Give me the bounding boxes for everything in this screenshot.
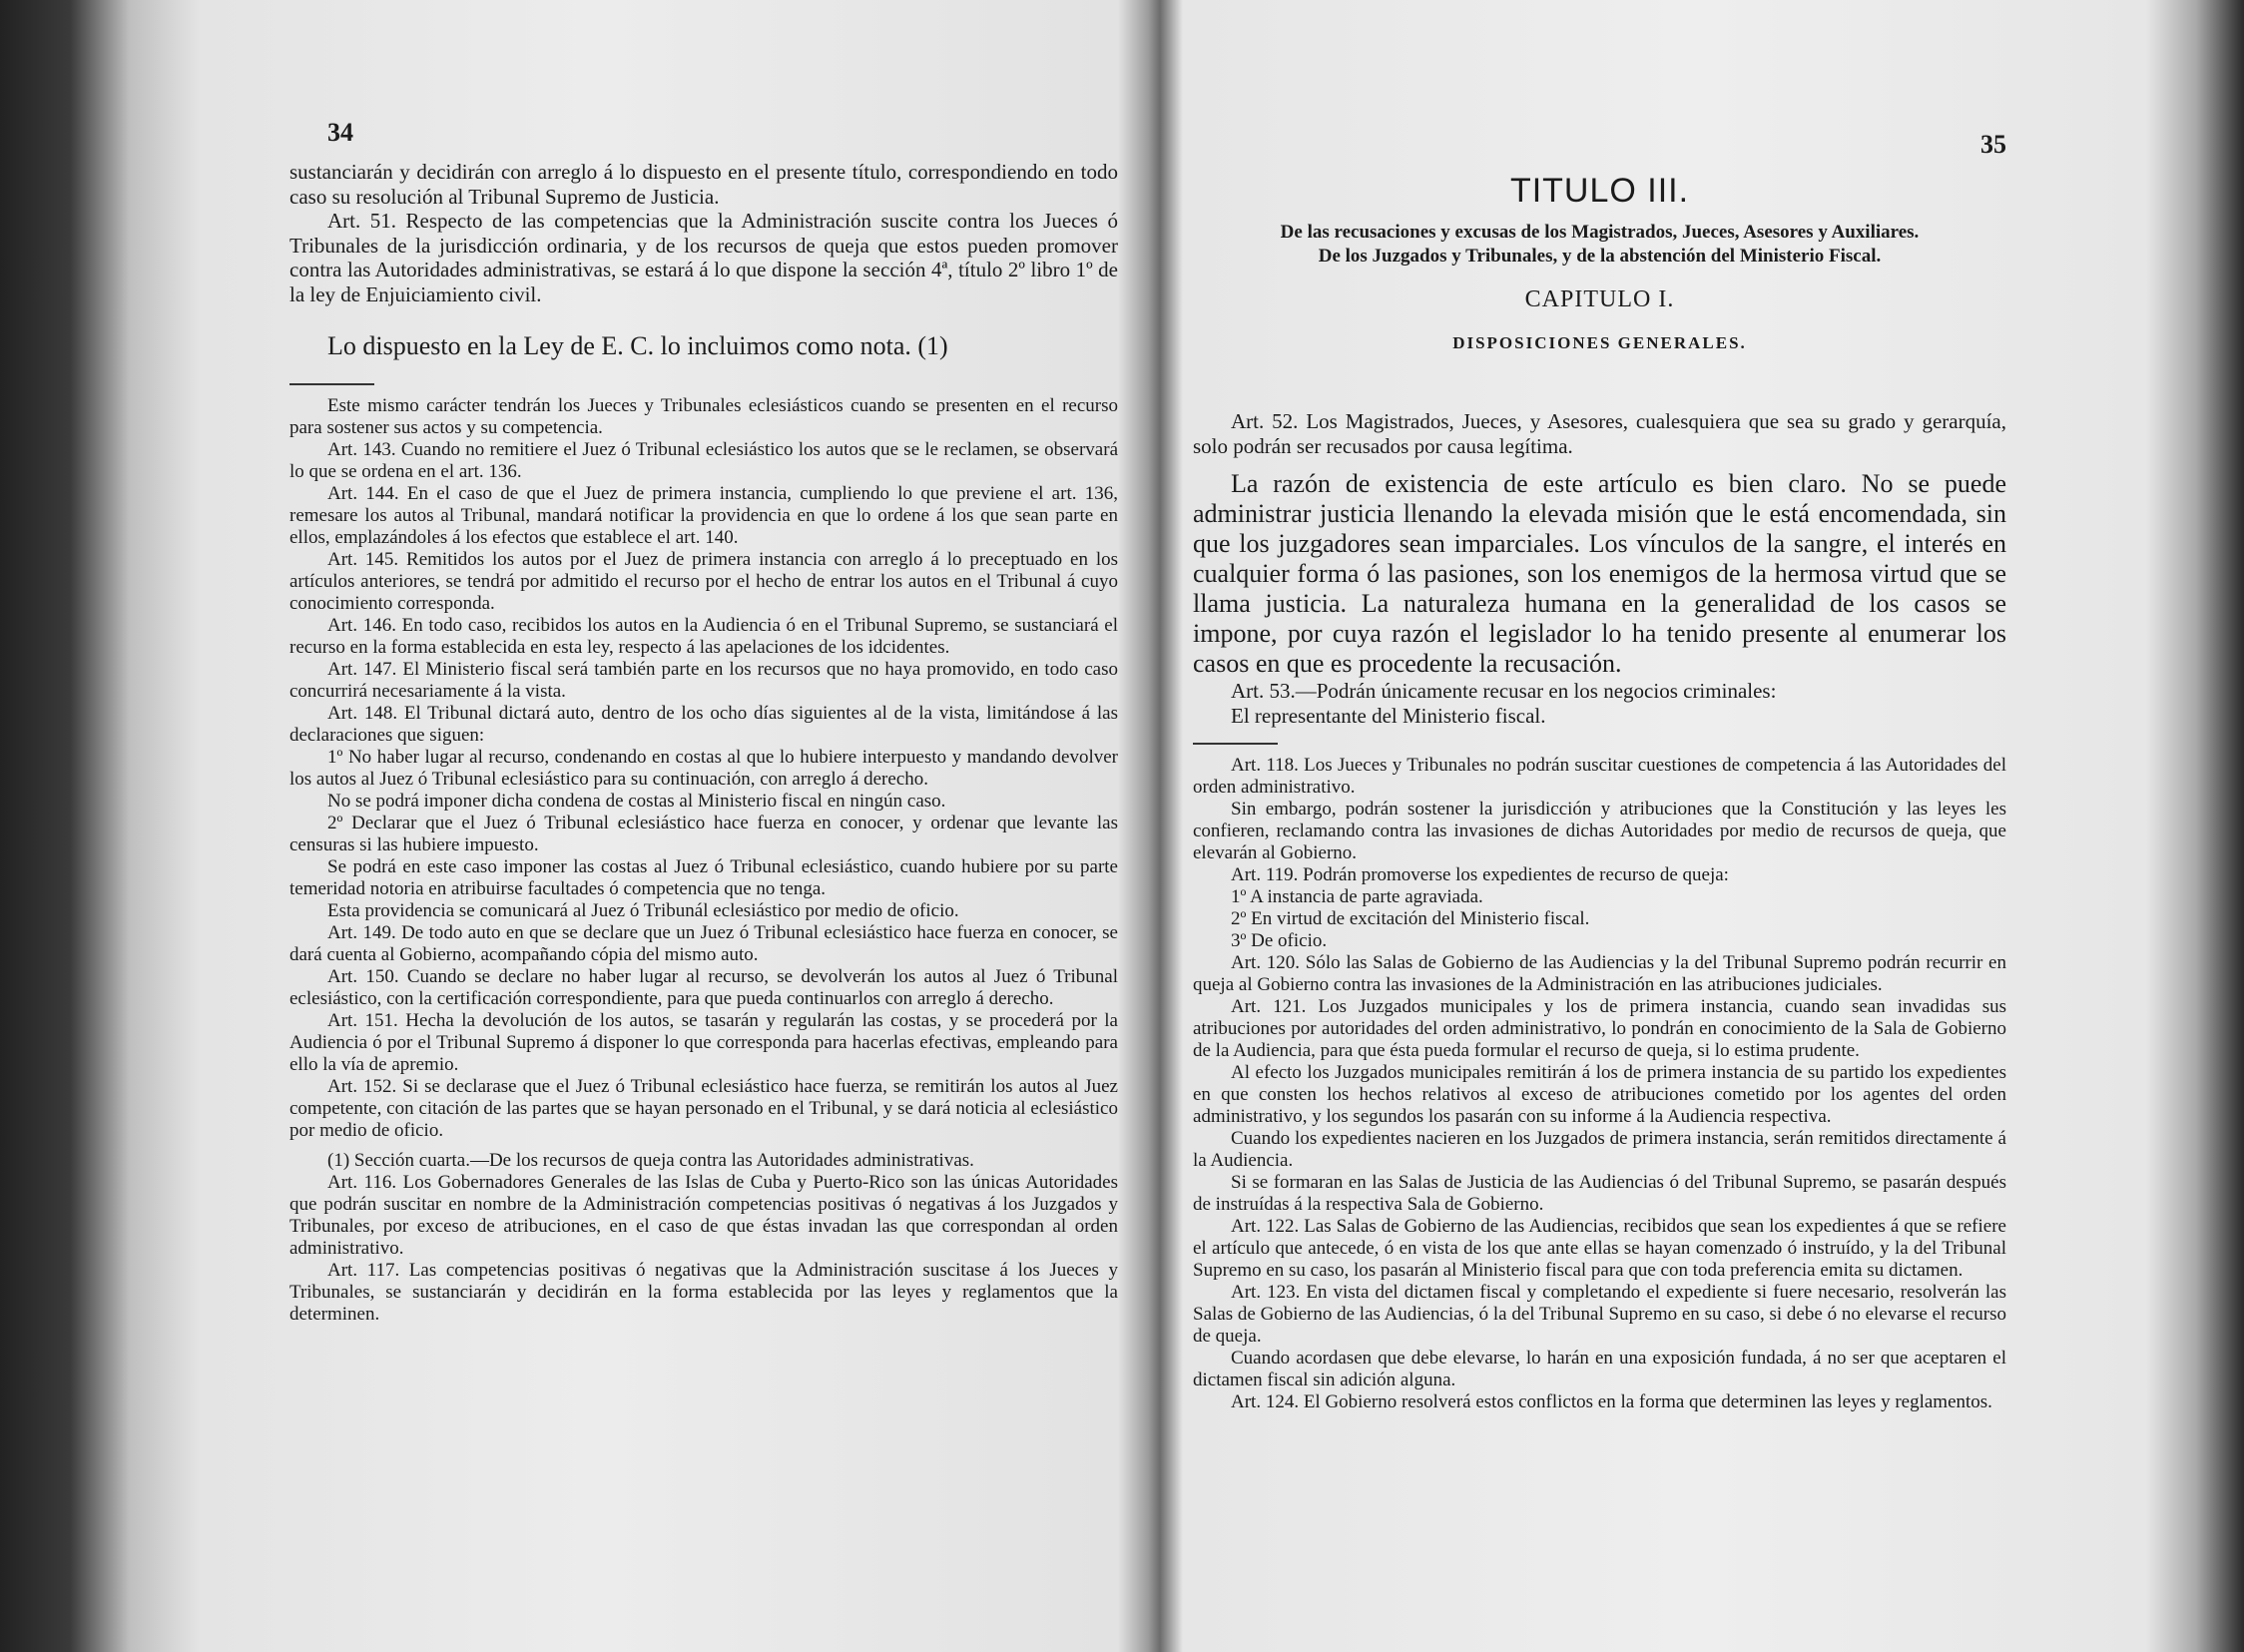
- paragraph: Art. 143. Cuando no remitiere el Juez ó Tribunal eclesiástico los autos que se le reclamen, se observará lo que se ordena en el art. 136.: [289, 439, 1118, 482]
- art53: [1193, 679, 2006, 728]
- page-number-right: 35: [1980, 130, 2006, 159]
- paragraph: Se podrá en este caso imponer las costas al Juez ó Tribunal eclesiástico, cuando hubiere por su parte temeridad notoria en atribuirse facultades ó competencia que no tenga.: [289, 856, 1118, 899]
- paragraph: sustanciarán y decidirán con arreglo á lo dispuesto en el presente título, correspondiendo en todo caso su resolución al Tribunal Supremo de Justicia.: [289, 160, 1118, 209]
- paragraph: Si se formaran en las Salas de Justicia de las Audiencias ó del Tribunal Supremo, se pasarán después de instruídas á la respectiva Sala de Gobierno.: [1193, 1172, 2006, 1215]
- section-heading: DISPOSICIONES GENERALES.: [1452, 333, 1747, 352]
- paragraph: Art. 149. De todo auto en que se declare que un Juez ó Tribunal eclesiástico hace fuerza en conocer, se dará cuenta al Gobierno, acompañando cópia del mismo auto.: [289, 922, 1118, 965]
- paragraph: Art. 152. Si se declarase que el Juez ó Tribunal eclesiástico hace fuerza, se remitirán los autos al Juez competente, con citación de las partes que se hayan personado en el Tribunal, y se dará noticia al eclesiástico por medio de oficio.: [289, 1076, 1118, 1141]
- paragraph: Art. 121. Los Juzgados municipales y los de primera instancia, cuando sean invadidas sus atribuciones por autoridades del orden administrativo, lo pondrán en conocimiento de la Sala de Gobierno de la Audiencia, para que ésta pueda formular el recurso de queja, si lo estima prudente.: [1193, 996, 2006, 1061]
- right-page: [1193, 0, 2006, 1652]
- paragraph: Art. 122. Las Salas de Gobierno de las Audiencias, recibidos que sean los expedientes á que se refiere el artículo que antecede, ó en vista de los que ante ellas se hayan comenzado ó instruído, y la del Tribunal Supremo en su caso, los pasarán al Ministerio fiscal para que con toda preferencia emita su dictamen.: [1193, 1216, 2006, 1281]
- paragraph: Art. 123. En vista del dictamen fiscal y completando el expediente si fuere necesario, resolverán las Salas de Gobierno de las Audiencias, ó la del Tribunal Supremo en su caso, si debe ó no elevarse el recurso de queja.: [1193, 1282, 2006, 1347]
- left-top-text: [289, 160, 1118, 306]
- paragraph: Art. 145. Remitidos los autos por el Juez de primera instancia con arreglo á lo preceptuado en los artículos anteriores, se tendrá por admitido el recurso por el hecho de entrar los autos en el Tribunal á cuyo conocimiento corresponda.: [289, 549, 1118, 614]
- paragraph: Art. 53.—Podrán únicamente recusar en los negocios criminales:: [1231, 679, 1777, 703]
- paragraph: 3º De oficio.: [1231, 930, 1328, 951]
- capitulo: CAPITULO I.: [1524, 286, 1675, 312]
- divider: [289, 383, 374, 385]
- paragraph: Cuando acordasen que debe elevarse, lo harán en una exposición fundada, á no ser que aceptaren el dictamen fiscal sin adición alguna.: [1193, 1348, 2006, 1390]
- paragraph: Art. 120. Sólo las Salas de Gobierno de las Audiencias y la del Tribunal Supremo podrán recurrir en queja al Gobierno contra las invasiones de la Administración en las atribuciones judiciales.: [1193, 952, 2006, 995]
- page-number-left: 34: [327, 118, 353, 147]
- divider: [1193, 743, 1278, 745]
- paragraph: Art. 151. Hecha la devolución de los autos, se tasarán y regularán las costas, y se procederá por la Audiencia ó por el Tribunal Supremo á disponer lo que corresponda para hacerlas efectivas, empleando para ello la vía de apremio.: [289, 1010, 1118, 1075]
- subtitle: De los Juzgados y Tribunales, y de la abstención del Ministerio Fiscal.: [1318, 246, 1882, 267]
- paragraph: (1) Sección cuarta.—De los recursos de queja contra las Autoridades administrativas.: [327, 1150, 974, 1171]
- paragraph: 2º Declarar que el Juez ó Tribunal eclesiástico hace fuerza en conocer, y ordenar que levante las censuras si las hubiere impuesto.: [289, 813, 1118, 855]
- paragraph: Art. 117. Las competencias positivas ó negativas que la Administración suscitase á los Jueces y Tribunales, se sustanciarán y decidirán en la forma establecida por las leyes y reglamentos que la determinen.: [289, 1260, 1118, 1325]
- paragraph: Art. 124. El Gobierno resolverá estos conflictos en la forma que determinen las leyes y reglamentos.: [1231, 1391, 1992, 1412]
- paragraph: Art. 147. El Ministerio fiscal será también parte en los recursos que no haya promovido, en todo caso concurrirá necesariamente á la vista.: [289, 659, 1118, 702]
- footnote: [289, 1150, 1118, 1326]
- paragraph: Art. 146. En todo caso, recibidos los autos en la Audiencia ó en el Tribunal Supremo, se sustanciará el recurso en la forma establecida en esta ley, respecto á las apelaciones de los idcidentes.: [289, 615, 1118, 658]
- paragraph: Art. 148. El Tribunal dictará auto, dentro de los ocho días siguientes al de la vista, limitándose á las declaraciones que siguen:: [289, 703, 1118, 746]
- paragraph: Cuando los expedientes nacieren en los Juzgados de primera instancia, serán remitidos directamente á la Audiencia.: [1193, 1128, 2006, 1171]
- paragraph: Art. 51. Respecto de las competencias que la Administración suscite contra los Jueces ó Tribunales de la jurisdicción ordinaria, y de los recursos de queja que estos pueden promover contra las Autoridades administrativas, se estará á lo que dispone la sección 4ª, título 2º libro 1º de la ley de Enjuiciamiento civil.: [289, 209, 1118, 306]
- right-small-text: [1193, 737, 2006, 1413]
- art52: [1193, 409, 2006, 458]
- subtitle: De las recusaciones y excusas de los Magistrados, Jueces, Asesores y Auxiliares.: [1280, 222, 1920, 243]
- paragraph: 1º A instancia de parte agraviada.: [1231, 886, 1483, 907]
- paragraph: El representante del Ministerio fiscal.: [1231, 703, 1546, 728]
- paragraph: Art. 52. Los Magistrados, Jueces, y Asesores, cualesquiera que sea su grado y gerarquía, solo podrán ser recusados por causa legítima.: [1193, 409, 2006, 458]
- paragraph: Al efecto los Juzgados municipales remitirán á los de primera instancia de su partido los expedientes en que consten los hechos relativos al exceso de atribuciones cometido por los agentes del orden administrativo, y los segundos los pasarán con su informe á la Audiencia respectiva.: [1193, 1062, 2006, 1127]
- paragraph: Sin embargo, podrán sostener la jurisdicción y atribuciones que la Constitución y las leyes les confieren, reclamando contra las invasiones de dichas Autoridades por medio de recursos de queja, que elevarán al Gobierno.: [1193, 799, 2006, 863]
- paragraph: Esta providencia se comunicará al Juez ó Tribunál eclesiástico por medio de oficio.: [327, 900, 959, 921]
- title-block: [1193, 172, 2006, 353]
- paragraph: Art. 144. En el caso de que el Juez de primera instancia, cumpliendo lo que previene el art. 136, remesare los autos al Tribunal, mandará notificar la providencia en que lo ordene á los que sean parte en ellos, emplazándoles á los efectos que establece el art. 140.: [289, 483, 1118, 548]
- commentary: [1193, 469, 2006, 679]
- paragraph: 2º En virtud de excitación del Ministerio fiscal.: [1231, 908, 1590, 929]
- paragraph: La razón de existencia de este artículo es bien claro. No se puede administrar justicia llenando la elevada misión que le está encomendada, sin que los juzgadores sean imparciales. Los vínculos de la sangre, el interés en cualquier forma ó las pasiones, son los enemigos de la hermosa virtud que se llama justicia. La naturaleza humana en la generalidad de los casos se impone, por cuya razón el legislador lo ha tenido presente al enumerar los casos en que es procedente la recusación.: [1193, 469, 2006, 678]
- paragraph: Art. 118. Los Jueces y Tribunales no podrán suscitar cuestiones de competencia á las Autoridades del orden administrativo.: [1193, 755, 2006, 798]
- paragraph: Este mismo carácter tendrán los Jueces y Tribunales eclesiásticos cuando se presenten en el recurso para sostener sus actos y su competencia.: [289, 395, 1118, 438]
- paragraph: Art. 150. Cuando se declare no haber lugar al recurso, se devolverán los autos al Juez ó Tribunal eclesiástico, con la certificación correspondiente, para que pueda continuarlos con arreglo á derecho.: [289, 966, 1118, 1009]
- note-line: Lo dispuesto en la Ley de E. C. lo incluimos como nota. (1): [327, 331, 948, 360]
- left-page: [289, 0, 1118, 1652]
- paragraph: 1º No haber lugar al recurso, condenando en costas al que lo hubiere interpuesto y mandando devolver los autos al Juez ó Tribunal eclesiástico para su continuación, con arreglo á derecho.: [289, 747, 1118, 790]
- paragraph: Art. 116. Los Gobernadores Generales de las Islas de Cuba y Puerto-Rico son las únicas Autoridades que podrán suscitar en nombre de la Administración competencias positivas ó negativas á los Juzgados y Tribunales, por exceso de atribuciones, en el caso de que éstas invadan las que correspondan al orden administrativo.: [289, 1172, 1118, 1259]
- left-small-text: [289, 377, 1118, 1326]
- paragraph: Art. 119. Podrán promoverse los expedientes de recurso de queja:: [1231, 864, 1729, 885]
- titulo: TITULO III.: [1509, 172, 1690, 210]
- paragraph: No se podrá imponer dicha condena de costas al Ministerio fiscal en ningún caso.: [327, 791, 946, 812]
